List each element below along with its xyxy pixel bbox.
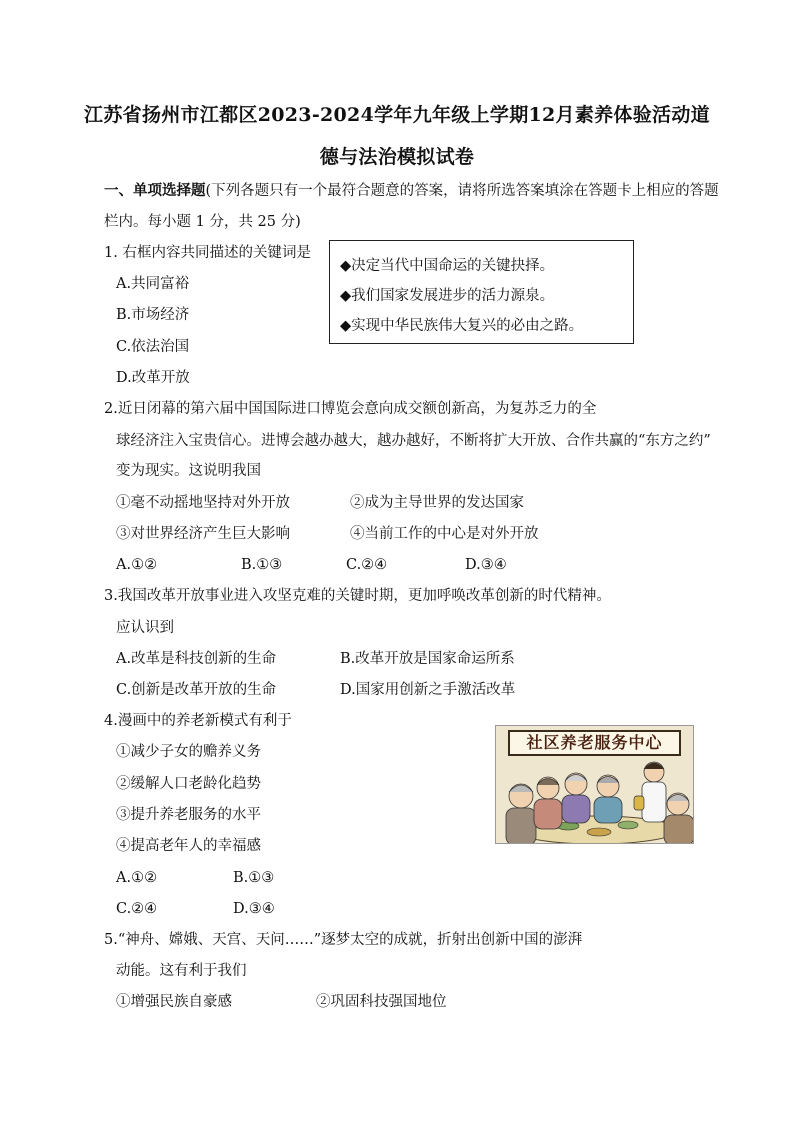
- q1-quote-box: [329, 240, 634, 344]
- exam-title-line1: 江苏省扬州市江都区2023-2024学年九年级上学期12月素养体验活动道: [84, 104, 710, 126]
- q5-stem-2: 动能。这有利于我们: [116, 963, 247, 979]
- q2-stem-2: 球经济注入宝贵信心。进博会越办越大，越办越好，不断将扩大开放、合作共赢的“东方之约”: [116, 433, 711, 449]
- q4-item-4: ④提高老年人的幸福感: [116, 838, 261, 854]
- q4-stem: 4.漫画中的养老新模式有利于: [104, 713, 292, 729]
- q2-option-c: C.②④: [346, 557, 388, 573]
- exam-title-line2: 德与法治模拟试卷: [319, 146, 475, 168]
- q1-option-d: D.改革开放: [116, 370, 190, 386]
- q1-option-b: B.市场经济: [116, 307, 190, 323]
- q3-stem-1: 3.我国改革开放事业进入攻坚克难的关键时期，更加呼唤改革创新的时代精神。: [104, 588, 611, 604]
- q3-option-c: C.创新是改革开放的生命: [116, 682, 277, 698]
- q2-option-b: B.①③: [241, 557, 283, 573]
- q1-box-line2: ◆我们国家发展进步的活力源泉。: [340, 288, 555, 304]
- q4-item-3: ③提升养老服务的水平: [116, 807, 261, 823]
- q1-box-line3: ◆实现中华民族伟大复兴的必由之路。: [340, 318, 584, 334]
- q2-item-3: ③对世界经济产生巨大影响: [116, 526, 290, 542]
- q4-item-2: ②缓解人口老龄化趋势: [116, 776, 261, 792]
- q1-option-c: C.依法治国: [116, 339, 190, 355]
- cartoon-sign: 社区养老服务中心: [508, 730, 681, 756]
- q5-item-2: ②巩固科技强国地位: [316, 994, 447, 1010]
- q2-item-1: ①毫不动摇地坚持对外开放: [116, 495, 290, 511]
- q4-option-d: D.③④: [233, 901, 275, 917]
- q4-option-b: B.①③: [233, 870, 275, 886]
- q1-box-line1: ◆决定当代中国命运的关键抉择。: [340, 258, 555, 274]
- q3-option-d: D.国家用创新之手激活改革: [340, 682, 516, 698]
- q3-option-a: A.改革是科技创新的生命: [116, 651, 277, 667]
- q2-option-a: A.①②: [116, 557, 158, 573]
- q5-stem-1: 5.“神舟、嫦娥、天宫、天问……”逐梦太空的成就，折射出创新中国的澎湃: [104, 932, 583, 948]
- q2-item-2: ②成为主导世界的发达国家: [350, 495, 524, 511]
- q4-option-c: C.②④: [116, 901, 158, 917]
- section-instructions: [104, 182, 719, 200]
- q2-option-d: D.③④: [465, 557, 507, 573]
- q3-option-b: B.改革开放是国家命运所系: [340, 651, 515, 667]
- q4-item-1: ①减少子女的赡养义务: [116, 744, 261, 760]
- q1-stem: 1. 右框内容共同描述的关键词是: [104, 245, 311, 261]
- q1-option-a: A.共同富裕: [116, 276, 190, 292]
- section-instructions-cont: 栏内。每小题 1 分，共 25 分): [104, 214, 301, 230]
- q4-option-a: A.①②: [116, 870, 158, 886]
- q2-item-4: ④当前工作的中心是对外开放: [350, 526, 539, 542]
- q3-stem-2: 应认识到: [116, 620, 174, 636]
- q2-stem-1: 2.近日闭幕的第六届中国国际进口博览会意向成交额创新高，为复苏乏力的全: [104, 401, 597, 417]
- section-heading: 一、单项选择题: [104, 182, 206, 199]
- q5-item-1: ①增强民族自豪感: [116, 994, 232, 1010]
- section-instructions-text: (下列各题只有一个最符合题意的答案，请将所选答案填涂在答题卡上相应的答题: [205, 183, 719, 199]
- q2-stem-3: 变为现实。这说明我国: [116, 463, 261, 479]
- elderly-care-cartoon: [495, 725, 694, 844]
